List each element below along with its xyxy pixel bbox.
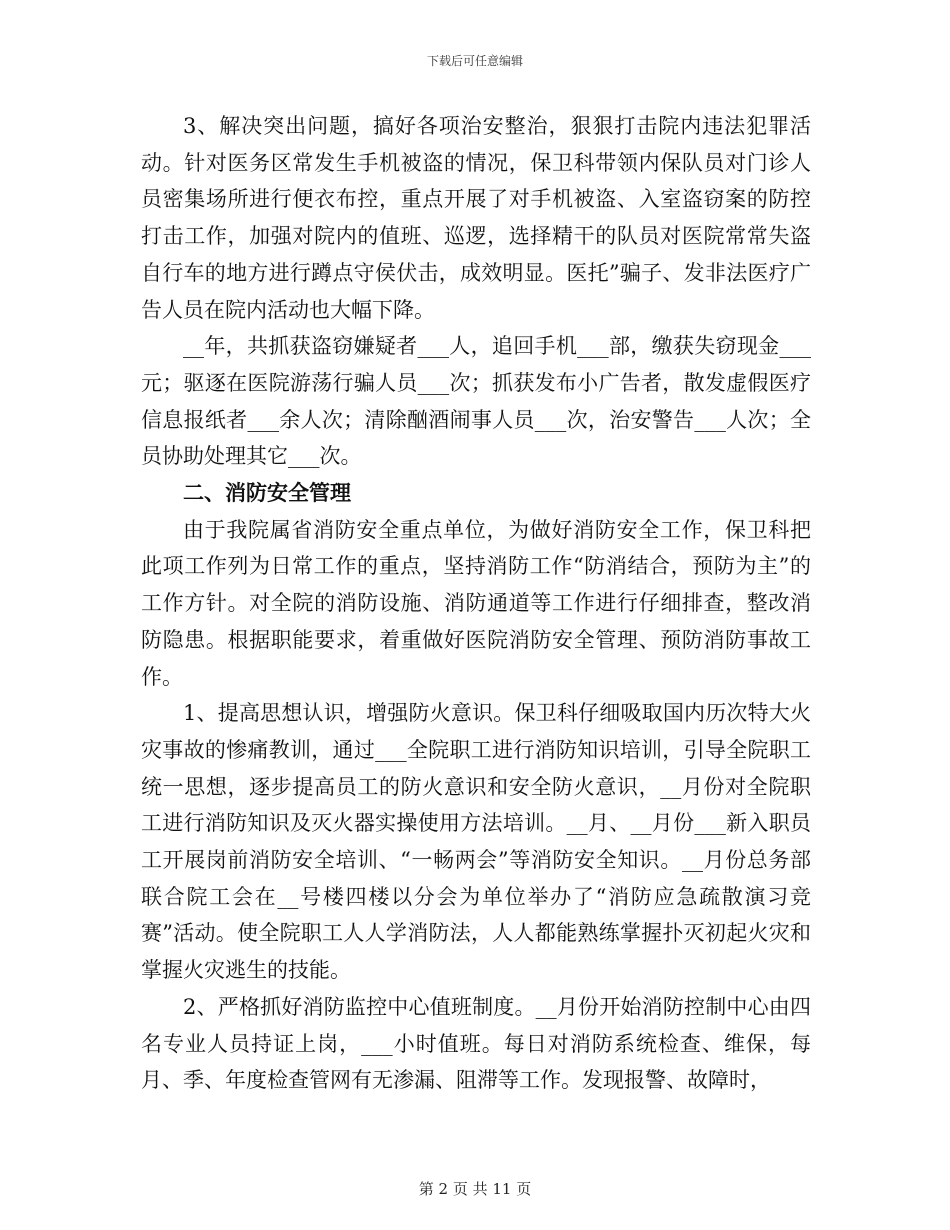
section-heading-fire-safety: 二、消防安全管理 xyxy=(183,481,351,506)
paragraph-statistics: __年，共抓获盗窃嫌疑者___人，追回手机___部，缴获失窃现金___元；驱逐在医院游荡行骗人员___次；抓获发布小广告者，散发虚假医疗信息报纸者___余人次；清除酗酒闹事人员___次，治安警告___人次；全员协助处理其它___次。 xyxy=(141,334,811,469)
paragraph-monitoring-center: 2、严格抓好消防监控中心值班制度。__月份开始消防控制中心由四名专业人员持证上岗，___小时值班。每日对消防系统检查、维保，每月、季、年度检查管网有无渗漏、阻滞等工作。发现报警、故障时， xyxy=(141,994,811,1093)
paragraph-fire-awareness: 1、提高思想认识，增强防火意识。保卫科仔细吸取国内历次特大火灾事故的惨痛教训，通过___全院职工进行消防知识培训，引导全院职工统一思想，逐步提高员工的防火意识和安全防火意识，__月份对全院职工进行消防知识及灭火器实操使用方法培训。__月、__月份___新入职员工开展岗前消防安全培训、“一畅两会”等消防安全知识。__月份总务部联合院工会在__号楼四楼以分会为单位举办了“消防应急疏散演习竞赛”活动。使全院职工人人学消防法，人人都能熟练掌握扑灭初起火灾和掌握火灾逃生的技能。 xyxy=(141,701,811,983)
page-header: 下载后可任意编辑 xyxy=(426,54,523,68)
paragraph-fire-safety-intro: 由于我院属省消防安全重点单位，为做好消防安全工作，保卫科把此项工作列为日常工作的重点，坚持消防工作“防消结合，预防为主”的工作方针。对全院的消防设施、消防通道等工作进行仔细排查，整改消防隐患。根据职能要求，着重做好医院消防安全管理、预防消防事故工作。 xyxy=(141,517,811,689)
paragraph-security-issues: 3、解决突出问题，搞好各项治安整治，狠狠打击院内违法犯罪活动。针对医务区常发生手机被盗的情况，保卫科带领内保队员对门诊人员密集场所进行便衣布控，重点开展了对手机被盗、入室盗窃案的防控打击工作，加强对院内的值班、巡逻，选择精干的队员对医院常常失盗自行车的地方进行蹲点守侯伏击，成效明显。医托”骗子、发非法医疗广告人员在院内活动也大幅下降。 xyxy=(141,114,811,322)
document-body xyxy=(141,108,811,1099)
page-footer: 第 2 页 共 11 页 xyxy=(418,1180,532,1198)
